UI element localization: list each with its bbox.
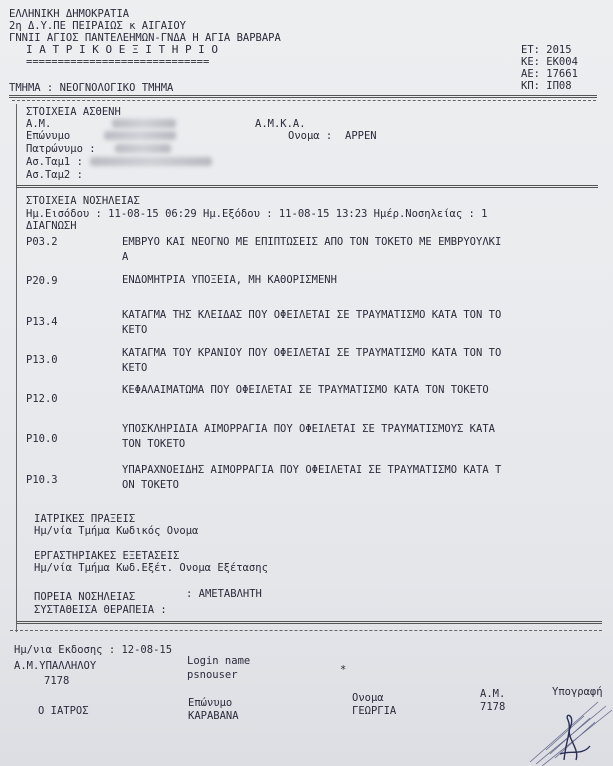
diagnosis-code: P10.0 xyxy=(26,433,58,445)
header-divider xyxy=(9,95,597,98)
course-value: : ΑΜΕΤΑΒΛΗΤΗ xyxy=(186,588,262,600)
diagnosis-description: ΕΝΔΟΜΗΤΡΙΑ ΥΠΟΞΕΙΑ, ΜΗ ΚΑΘΟΡΙΣΜΕΝΗ xyxy=(122,274,337,286)
login-label: Login name xyxy=(187,655,251,667)
diagnosis-description: ΥΠΑΡΑΧΝΟΕΙΔΗΣ ΑΙΜΟΡΡΑΓΙΑ ΠΟΥ ΟΦΕΙΛΕΤΑΙ ΣΕ ΤΡΑΥΜΑΤΙΣΜΟ ΚΑΤΑ Τ ΟΝ ΤΟΚΕΤΟ xyxy=(122,464,502,491)
doctor-surname-label: Επώνυμο xyxy=(188,697,233,709)
hosp-section-border xyxy=(16,192,17,632)
redacted-am xyxy=(112,119,176,128)
hosp-section-title: ΣΤΟΙΧΕΙΑ ΝΟΣΗΛΕΙΑΣ xyxy=(26,195,140,207)
insurer1-label: Ασ.Ταμ1 : xyxy=(26,156,83,168)
ae-value: ΑΕ: 17661 xyxy=(521,68,578,80)
doctor-am-value: 7178 xyxy=(480,701,506,713)
health-region-line: 2η Δ.Υ.ΠΕ ΠΕΙΡΑΙΩΣ κ ΑΙΓΑΙΟΥ xyxy=(9,20,187,32)
diagnosis-code: P13.4 xyxy=(26,316,58,328)
procedures-columns: Ημ/νία Τμήμα Κωδικός Ονομα xyxy=(34,525,199,537)
diagnosis-code: P10.3 xyxy=(26,474,58,486)
father-label: Πατρώνυμο : xyxy=(26,143,96,155)
redacted-surname xyxy=(104,131,176,140)
document-title: Ι Α Τ Ρ Ι Κ Ο Ε Ξ Ι Τ Η Ρ Ι Ο xyxy=(26,43,219,56)
procedures-title: ΙΑΤΡΙΚΕΣ ΠΡΑΞΕΙΣ xyxy=(34,513,136,525)
name-value: APPEN xyxy=(345,130,377,142)
hosp-divider-dashed xyxy=(10,630,602,631)
surname-label: Επώνυμο xyxy=(26,130,71,142)
amka-label: Α.Μ.Κ.Α. xyxy=(255,118,306,130)
course-label: ΠΟΡΕΙΑ ΝΟΣΗΛΕΙΑΣ xyxy=(34,591,136,603)
hospital-name: ΓΝΝΙΙ ΑΓΙΟΣ ΠΑΝΤΕΛΕΗΜΩΝ-ΓΝΔΑ Η ΑΓΙΑ ΒΑΡΒΑΡΑ xyxy=(9,32,281,44)
lab-columns: Ημ/νία Τμήμα Κωδ.Εξέτ. Ονομα Εξέτασης xyxy=(34,562,268,574)
doctor-am-label: Α.Μ. xyxy=(480,688,506,700)
et-value: ΕΤ: 2015 xyxy=(521,44,572,56)
redacted-insurer1 xyxy=(90,157,212,166)
kp-value: ΚΠ: ΙΠ08 xyxy=(521,80,572,92)
name-label: Ονομα : xyxy=(288,130,333,142)
diagnosis-description: ΚΕΦΑΛΑΙΜΑΤΩΜΑ ΠΟΥ ΟΦΕΙΛΕΤΑΙ ΣΕ ΤΡΑΥΜΑΤΙΣΜΟ ΚΑΤΑ ΤΟΝ ΤΟΚΕΤΟ xyxy=(122,384,489,396)
department-line: ΤΜΗΜΑ : ΝΕΟΓΝΟΛΟΓΙΚΟ ΤΜΗΜΑ xyxy=(9,82,174,94)
redacted-father xyxy=(115,144,171,153)
lab-title: ΕΡΓΑΣΤΗΡΙΑΚΕΣ ΕΞΕΤΑΣΕΙΣ xyxy=(34,550,180,562)
issue-date: Ημ/νια Εκδοσης : 12-08-15 xyxy=(14,644,173,656)
patient-section-border xyxy=(16,104,17,192)
diagnosis-code: P12.0 xyxy=(26,393,58,405)
header-divider-dashed xyxy=(12,100,596,101)
therapy-label: ΣΥΣΤΑΘΕΙΣΑ ΘΕΡΑΠΕΙΑ : xyxy=(34,604,167,616)
signature-label: Υπογραφή xyxy=(552,686,603,698)
patient-divider xyxy=(16,185,598,188)
employee-number: 7178 xyxy=(44,675,70,687)
diagnosis-code: P13.0 xyxy=(26,354,58,366)
diagnosis-description: ΥΠΟΣΚΛΗΡΙΔΙΑ ΑΙΜΟΡΡΑΓΙΑ ΠΟΥ ΟΦΕΙΛΕΤΑΙ ΣΕ ΤΡΑΥΜΑΤΙΣΜΟΥΣ ΚΑΤΑ ΤΟΝ ΤΟΚΕΤΟ xyxy=(122,423,495,450)
diagnosis-code: P03.2 xyxy=(26,236,58,248)
doctor-label: Ο ΙΑΤΡΟΣ xyxy=(38,705,89,717)
diagnosis-code: P20.9 xyxy=(26,275,58,287)
diagnosis-description: ΚΑΤΑΓΜΑ ΤΟΥ ΚΡΑΝΙΟΥ ΠΟΥ ΟΦΕΙΛΕΤΑΙ ΣΕ ΤΡΑΥΜΑΤΙΣΜΟ ΚΑΤΑ ΤΟΝ ΤΟ ΚΕΤΟ xyxy=(122,347,502,374)
doctor-name-value: ΓΕΩΡΓΙΑ xyxy=(352,705,397,717)
title-underline: ============================= xyxy=(26,56,210,68)
employee-am-label: Α.Μ.ΥΠΑΛΛΗΛΟΥ xyxy=(14,660,97,672)
star-mark: * xyxy=(340,664,347,676)
doctor-surname-value: ΚΑΡΑΒΑΝΑ xyxy=(188,710,239,722)
doctor-name-label: Ονομα xyxy=(352,692,384,704)
insurer2-label: Ασ.Ταμ2 : xyxy=(26,169,83,181)
login-value: psnouser xyxy=(187,669,238,681)
republic-line: ΕΛΛΗΝΙΚΗ ΔΗΜΟΚΡΑΤΙΑ xyxy=(9,8,130,20)
dates-line: Ημ.Εισόδου : 11-08-15 06:29 Ημ.Εξόδου : 11-08-15 13:23 Ημέρ.Νοσηλείας : 1 xyxy=(26,208,488,220)
hosp-divider xyxy=(16,621,602,624)
patient-section-title: ΣΤΟΙΧΕΙΑ ΑΣΘΕΝΗ xyxy=(26,106,121,118)
am-label: Α.Μ. xyxy=(26,118,52,130)
ke-value: ΚΕ: ΕΚ004 xyxy=(521,56,578,68)
diagnosis-description: ΚΑΤΑΓΜΑ ΤΗΣ ΚΛΕΙΔΑΣ ΠΟΥ ΟΦΕΙΛΕΤΑΙ ΣΕ ΤΡΑΥΜΑΤΙΣΜΟ ΚΑΤΑ ΤΟΝ ΤΟ ΚΕΤΟ xyxy=(122,309,502,336)
stamp-signature-icon xyxy=(520,690,613,766)
diagnosis-description: ΕΜΒΡΥΟ ΚΑΙ ΝΕΟΓΝΟ ΜΕ ΕΠΙΠΤΩΣΕΙΣ ΑΠΟ ΤΟΝ ΤΟΚΕΤΟ ΜΕ ΕΜΒΡΥΟΥΛΚΙ Α xyxy=(122,236,502,263)
diagnosis-label: ΔΙΑΓΝΩΣΗ xyxy=(26,220,77,232)
